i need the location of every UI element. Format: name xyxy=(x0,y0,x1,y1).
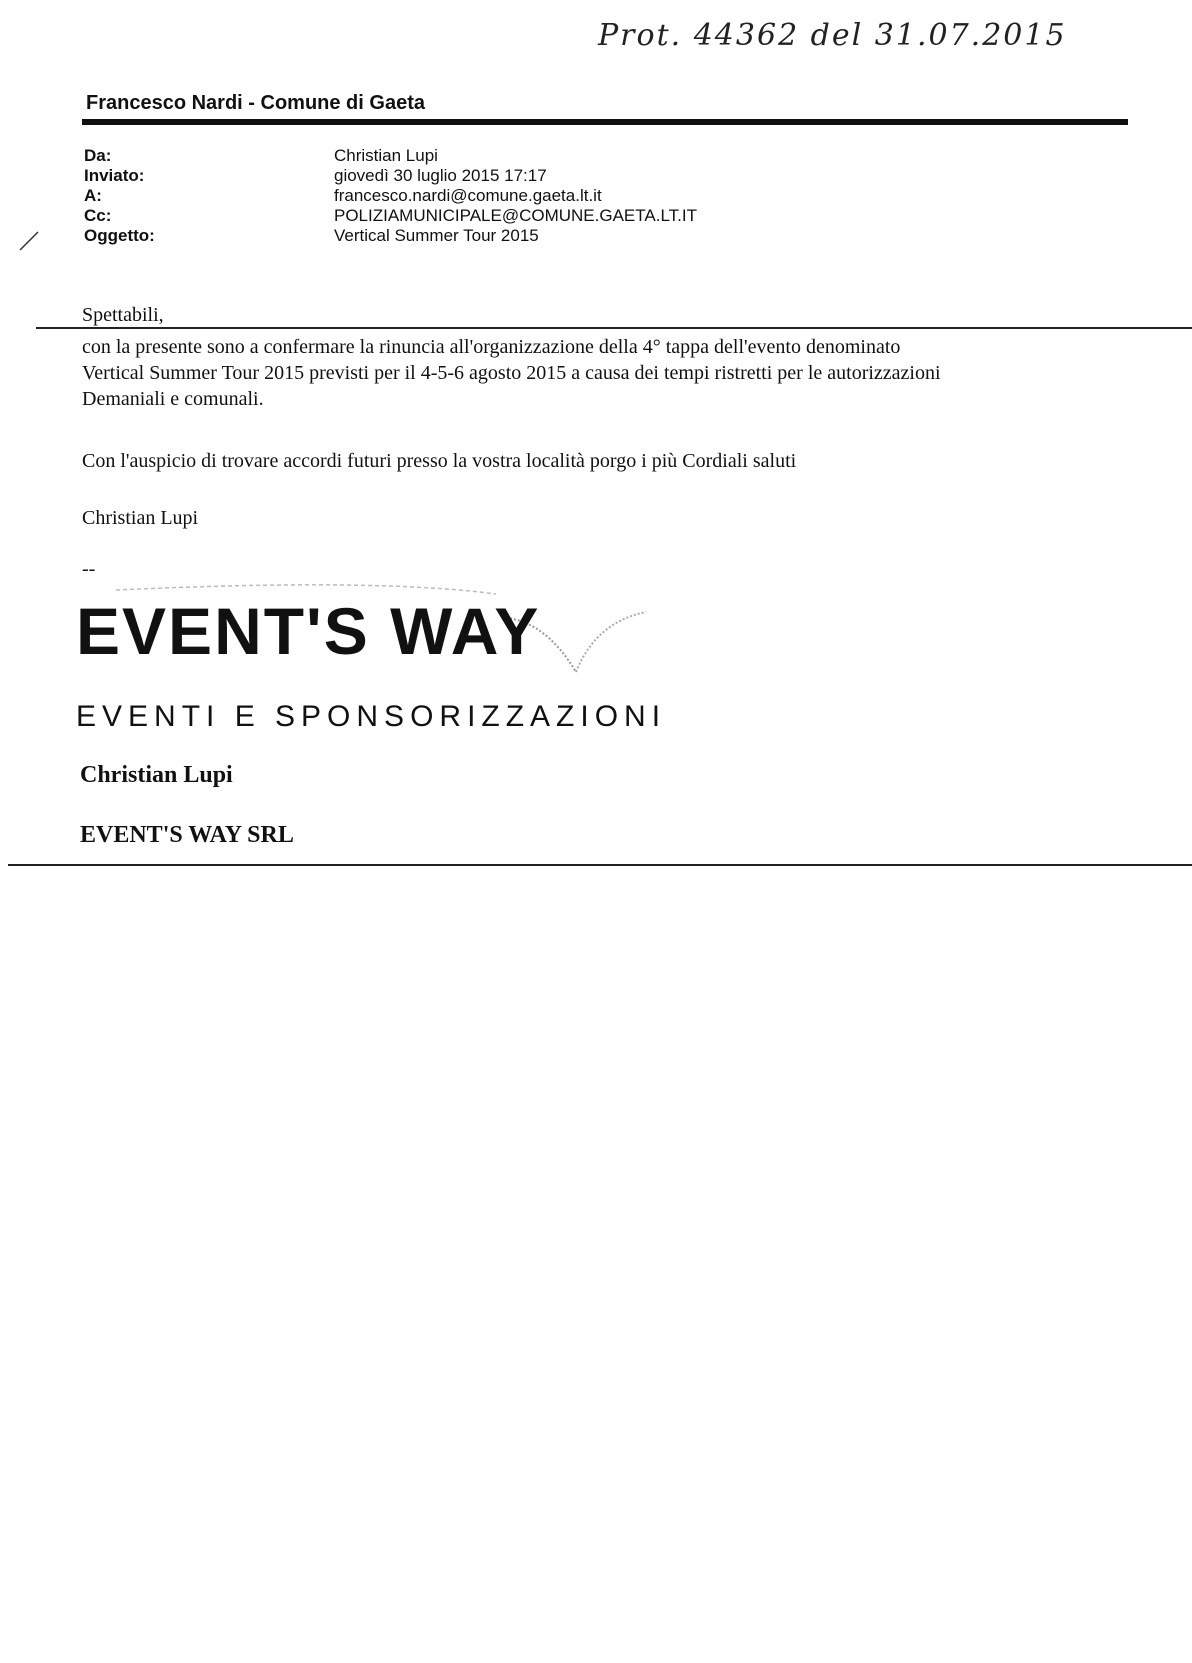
header-rule xyxy=(82,119,1128,125)
from-value: Christian Lupi xyxy=(334,146,438,165)
paragraph-1-line-3: Demaniali e comunali. xyxy=(82,388,264,410)
footer-rule xyxy=(8,864,1192,866)
pen-mark-icon xyxy=(18,228,42,252)
closing-name: Christian Lupi xyxy=(82,507,199,529)
paragraph-1-line-2: Vertical Summer Tour 2015 previsti per il 4-5-6 agosto 2015 a causa dei tempi ristretti per le autorizzazioni xyxy=(82,362,941,384)
signature-separator: -- xyxy=(82,558,96,580)
email-meta-values xyxy=(334,146,697,246)
subject-value: Vertical Summer Tour 2015 xyxy=(334,226,539,245)
subject-label: Oggetto: xyxy=(84,226,155,245)
greeting: Spettabili, xyxy=(82,304,164,326)
cc-value: POLIZIAMUNICIPALE@COMUNE.GAETA.LT.IT xyxy=(334,206,697,225)
logo-subtitle: EVENTI E SPONSORIZZAZIONI xyxy=(76,700,667,733)
email-meta-labels xyxy=(84,146,155,246)
cc-label: Cc: xyxy=(84,206,112,225)
paragraph-1-line-1: con la presente sono a confermare la rinuncia all'organizzazione della 4° tappa dell'evento denominato xyxy=(82,336,901,358)
logo-wordmark: EVENT'S WAY xyxy=(76,594,541,668)
from-label: Da: xyxy=(84,146,112,165)
to-value: francesco.nardi@comune.gaeta.lt.it xyxy=(334,186,602,205)
signature-company: EVENT'S WAY SRL xyxy=(80,822,294,848)
header-title: Francesco Nardi - Comune di Gaeta xyxy=(86,92,425,114)
sent-label: Inviato: xyxy=(84,166,145,185)
body-paragraph-1 xyxy=(82,334,1182,412)
to-label: A: xyxy=(84,186,102,205)
company-logo xyxy=(76,582,776,682)
signature-name: Christian Lupi xyxy=(80,762,233,788)
body-paragraph-2: Con l'auspicio di trovare accordi futuri presso la vostra località porgo i più Cordiali saluti xyxy=(82,450,797,472)
sent-value: giovedì 30 luglio 2015 17:17 xyxy=(334,166,547,185)
handwritten-protocol-note: Prot. 44362 del 31.07.2015 xyxy=(598,18,1067,53)
body-rule xyxy=(36,327,1192,329)
